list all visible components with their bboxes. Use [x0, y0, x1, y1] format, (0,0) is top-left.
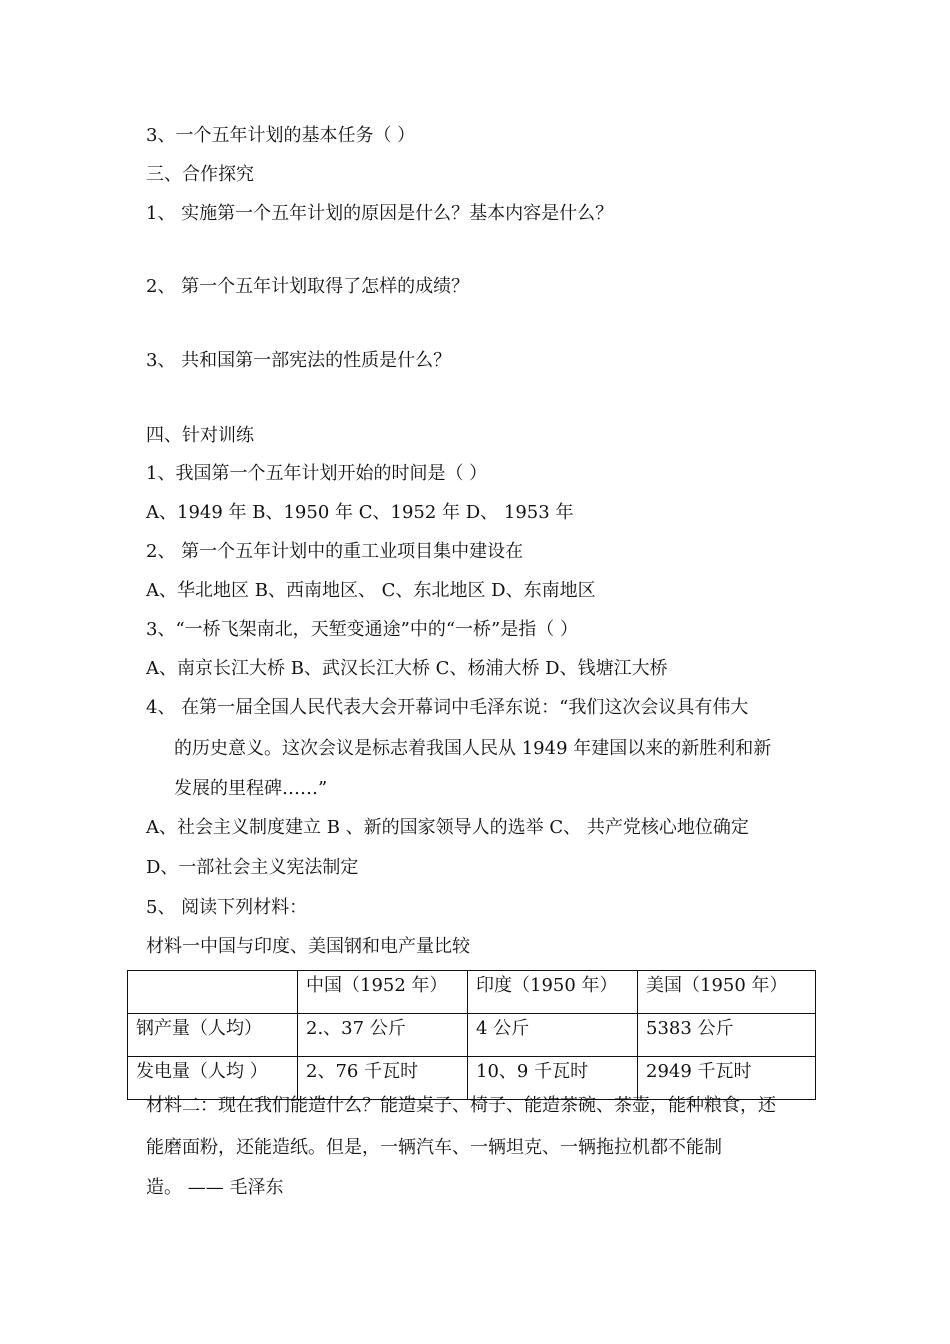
training-question-2-options: A、华北地区 B、西南地区、 C、东北地区 D、东南地区	[146, 580, 596, 601]
inquiry-question-2: 2、 第一个五年计划取得了怎样的成绩？	[146, 276, 470, 297]
training-question-1-options: A、1949 年 B、1950 年 C、1952 年 D、 1953 年	[146, 502, 574, 523]
table-cell: 钢产量（人均）	[128, 1014, 298, 1057]
material-two-line-3: 造。 —— 毛泽东	[146, 1177, 284, 1198]
material-one-caption: 材料一中国与印度、美国钢和电产量比较	[146, 936, 470, 957]
table-cell: 2.、37 公斤	[298, 1014, 468, 1057]
table-cell: 2、76 千瓦时	[298, 1057, 468, 1100]
section-heading-cooperative-inquiry: 三、合作探究	[146, 164, 254, 185]
inquiry-question-3: 3、 共和国第一部宪法的性质是什么？	[146, 350, 452, 371]
training-question-4: 4、 在第一届全国人民代表大会开幕词中毛泽东说：“我们这次会议具有伟大	[146, 697, 749, 718]
table-cell	[128, 971, 298, 1014]
material-two-line-1: 材料二：现在我们能造什么？能造桌子、椅子、能造茶碗、茶壶，能种粮食，还	[146, 1095, 776, 1116]
training-question-4-options-a-c: A、社会主义制度建立 B 、新的国家领导人的选举 C、 共产党核心地位确定	[146, 817, 749, 838]
production-comparison-table	[127, 970, 816, 1100]
table-cell: 发电量（人均 ）	[128, 1057, 298, 1100]
table-cell: 10、9 千瓦时	[468, 1057, 638, 1100]
table-cell: 印度（1950 年）	[468, 971, 638, 1014]
training-question-1: 1、我国第一个五年计划开始的时间是（ ）	[146, 463, 488, 484]
training-question-4-cont-1: 的历史意义。这次会议是标志着我国人民从 1949 年建国以来的新胜利和新	[174, 738, 772, 759]
table-header-row	[128, 971, 816, 1014]
material-two-line-2: 能磨面粉，还能造纸。但是，一辆汽车、一辆坦克、一辆拖拉机都不能制	[146, 1137, 722, 1158]
table-cell: 中国（1952 年）	[298, 971, 468, 1014]
table-cell: 5383 公斤	[638, 1014, 816, 1057]
training-question-4-cont-2: 发展的里程碑……”	[174, 778, 328, 799]
training-question-4-option-d: D、一部社会主义宪法制定	[146, 857, 359, 878]
training-question-5: 5、 阅读下列材料：	[146, 897, 308, 918]
table-cell: 2949 千瓦时	[638, 1057, 816, 1100]
training-question-2: 2、 第一个五年计划中的重工业项目集中建设在	[146, 541, 524, 562]
training-question-3: 3、“一桥飞架南北，天堑变通途”中的“一桥”是指（ ）	[146, 619, 578, 640]
fill-in-item-3: 3、一个五年计划的基本任务（ ）	[146, 125, 416, 146]
inquiry-question-1: 1、 实施第一个五年计划的原因是什么？基本内容是什么？	[146, 203, 614, 224]
table-row	[128, 1014, 816, 1057]
training-question-3-options: A、南京长江大桥 B、武汉长江大桥 C、杨浦大桥 D、钱塘江大桥	[146, 658, 668, 679]
section-heading-targeted-training: 四、针对训练	[146, 425, 254, 446]
table-cell: 美国（1950 年）	[638, 971, 816, 1014]
table-cell: 4 公斤	[468, 1014, 638, 1057]
